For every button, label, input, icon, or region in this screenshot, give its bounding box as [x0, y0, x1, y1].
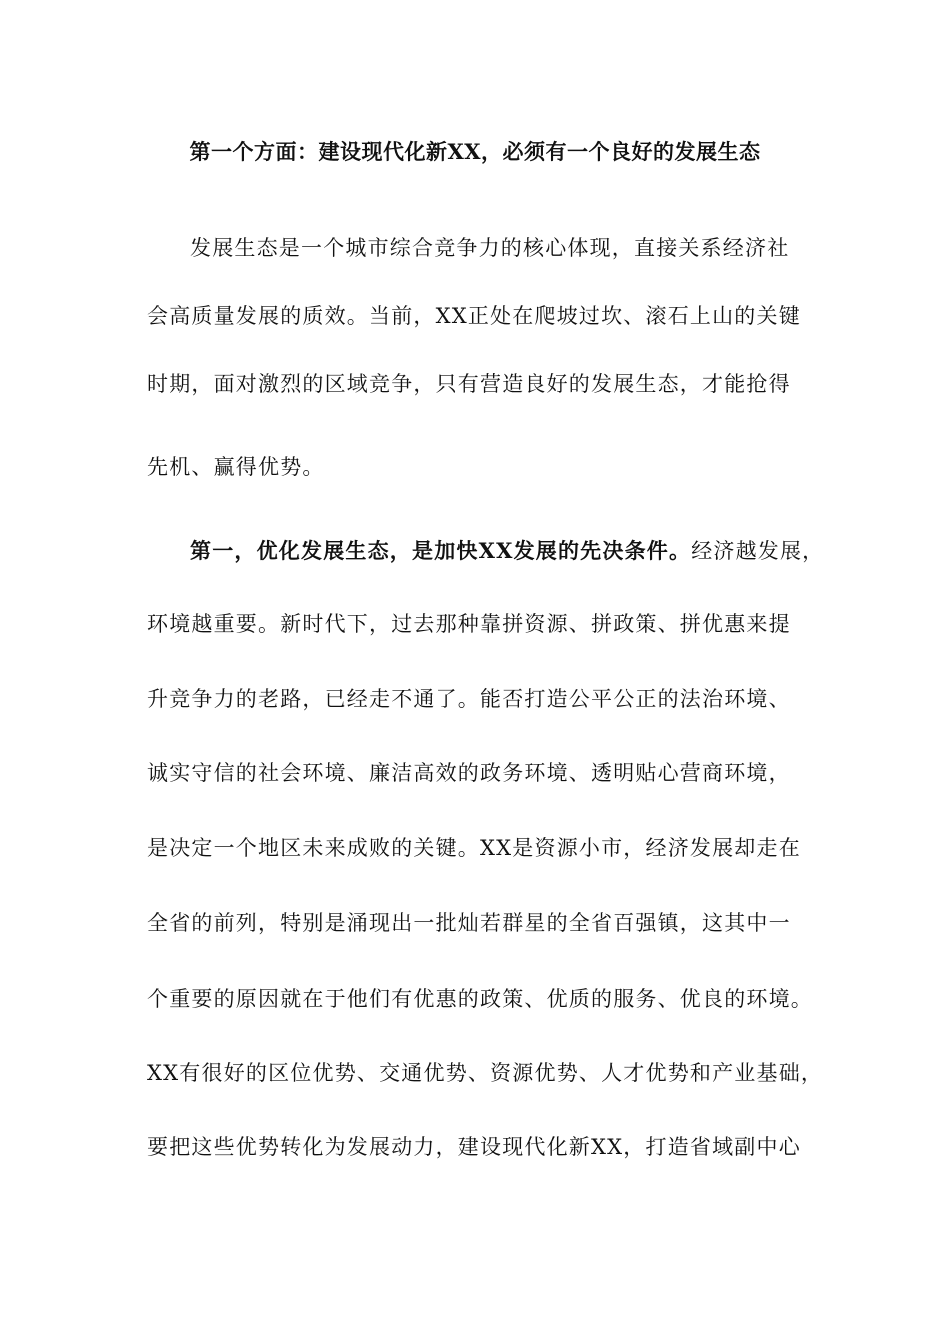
- paragraph2-line-5: 是决定一个地区未来成败的关键。XX是资源小市，经济发展却走在: [147, 836, 801, 860]
- paragraph1-line-3: 时期，面对激烈的区域竞争，只有营造良好的发展生态，才能抢得: [147, 372, 791, 396]
- paragraph2-lead-bold: 第一，优化发展生态，是加快XX发展的先决条件。: [190, 538, 692, 563]
- paragraph2-line-4: 诚实守信的社会环境、廉洁高效的政务环境、透明贴心营商环境，: [147, 761, 791, 785]
- paragraph2-line-9: 要把这些优势转化为发展动力，建设现代化新XX，打造省域副中心: [147, 1135, 801, 1159]
- paragraph2-line-7: 个重要的原因就在于他们有优惠的政策、优质的服务、优良的环境。: [147, 987, 813, 1011]
- paragraph1-line-2: 会高质量发展的质效。当前，XX正处在爬坡过坎、滚石上山的关键: [147, 304, 801, 328]
- paragraph2-line-2: 环境越重要。新时代下，过去那种靠拼资源、拼政策、拼优惠来提: [147, 612, 791, 636]
- paragraph2-line-1: [190, 535, 824, 565]
- paragraph1-line-4: 先机、赢得优势。: [147, 455, 325, 479]
- paragraph1-line-1: 发展生态是一个城市综合竞争力的核心体现，直接关系经济社: [190, 236, 790, 260]
- section-heading: 第一个方面：建设现代化新XX，必须有一个良好的发展生态: [189, 139, 761, 164]
- paragraph2-line-8: XX有很好的区位优势、交通优势、资源优势、人才优势和产业基础，: [147, 1061, 824, 1085]
- paragraph2-line-3: 升竞争力的老路，已经走不通了。能否打造公平公正的法治环境、: [147, 687, 791, 711]
- paragraph2-lead-rest: 经济越发展，: [691, 539, 825, 563]
- paragraph2-line-6: 全省的前列，特别是涌现出一批灿若群星的全省百强镇，这其中一: [147, 911, 791, 935]
